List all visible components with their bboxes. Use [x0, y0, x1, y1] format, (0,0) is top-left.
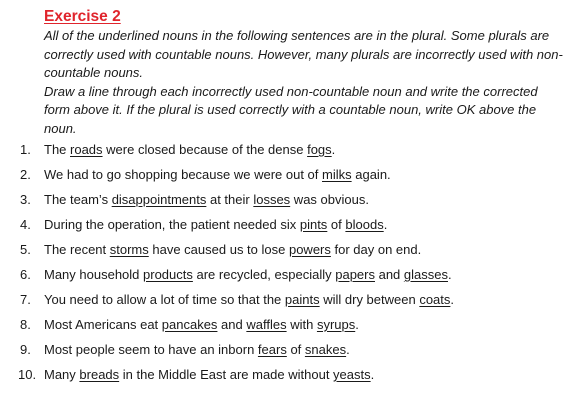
sentence-item [18, 342, 564, 367]
sentence-fragment: with [286, 316, 317, 332]
sentence-fragment: Many [44, 366, 80, 382]
sentence-fragment: for day on end. [330, 241, 422, 257]
sentence-fragment: have caused us to lose [148, 241, 289, 257]
sentence-fragment: again. [351, 166, 391, 182]
sentence-item [18, 142, 564, 167]
instructions-paragraph-2: Draw a line through each incorrectly used non-countable noun and write the corrected form above it. If the plural is used correctly with a countable noun, write OK above the noun. [44, 83, 538, 136]
instructions-paragraph-1: All of the underlined nouns in the following sentences are in the plural. Some plurals are correctly used with countable nouns. However, many plurals are incorrectly used with non-countable nouns. [44, 28, 563, 81]
underlined-noun: powers [288, 241, 331, 257]
underlined-noun: snakes [304, 341, 347, 357]
sentence-list [18, 142, 564, 392]
sentence-number: 2. [20, 166, 31, 182]
sentence-item [18, 267, 564, 292]
sentence-fragment: Many household [44, 266, 144, 282]
sentence-number: 6. [20, 266, 31, 282]
underlined-noun: losses [253, 191, 291, 207]
exercise-page [18, 6, 564, 392]
underlined-noun: paints [284, 291, 320, 307]
sentence-item [18, 317, 564, 342]
sentence-text [44, 317, 564, 333]
sentence-fragment: . [450, 291, 455, 307]
sentence-number: 1. [20, 141, 31, 157]
sentence-text [44, 342, 564, 358]
sentence-number: 8. [20, 316, 31, 332]
underlined-noun: breads [79, 366, 120, 382]
sentence-number: 3. [20, 191, 31, 207]
sentence-fragment: Most people seem to have an inborn [44, 341, 258, 357]
sentence-fragment: and [217, 316, 247, 332]
underlined-noun: syrups [316, 316, 356, 332]
sentence-text [44, 192, 564, 208]
sentence-text [44, 367, 564, 383]
sentence-fragment: was obvious. [290, 191, 369, 207]
sentence-number: 7. [20, 291, 31, 307]
sentence-fragment: of [327, 216, 346, 232]
sentence-fragment: are recycled, especially [192, 266, 336, 282]
underlined-noun: pints [299, 216, 328, 232]
sentence-number: 9. [20, 341, 31, 357]
underlined-noun: glasses [403, 266, 448, 282]
sentence-fragment: . [346, 341, 350, 357]
sentence-fragment: will dry between [319, 291, 420, 307]
sentence-item [18, 292, 564, 317]
sentence-fragment: . [383, 216, 388, 232]
sentence-item [18, 242, 564, 267]
underlined-noun: products [143, 266, 193, 282]
underlined-noun: fears [257, 341, 287, 357]
sentence-item [18, 167, 564, 192]
sentence-item [18, 367, 564, 392]
sentence-fragment: You need to allow a lot of time so that the [44, 291, 285, 307]
sentence-text [44, 242, 564, 258]
sentence-number: 5. [20, 241, 31, 257]
underlined-noun: disappointments [111, 191, 207, 207]
underlined-noun: yeasts [333, 366, 371, 382]
sentence-fragment: and [374, 266, 404, 282]
sentence-fragment: We had to go shopping because we were out of [44, 166, 323, 182]
underlined-noun: papers [335, 266, 375, 282]
exercise-title: Exercise 2 [44, 8, 121, 25]
sentence-fragment: The recent [44, 241, 110, 257]
sentence-fragment: . [331, 141, 336, 157]
sentence-text [44, 267, 564, 283]
sentence-fragment: During the operation, the patient needed six [44, 216, 300, 232]
underlined-noun: waffles [246, 316, 287, 332]
underlined-noun: pancakes [161, 316, 218, 332]
sentence-fragment: . [355, 316, 359, 332]
sentence-fragment: of [286, 341, 305, 357]
sentence-fragment: at their [206, 191, 254, 207]
underlined-noun: coats [419, 291, 451, 307]
sentence-fragment: The team’s [44, 191, 112, 207]
sentence-number: 10. [18, 366, 37, 382]
sentence-item [18, 217, 564, 242]
underlined-noun: milks [322, 166, 352, 182]
sentence-text [44, 217, 564, 233]
sentence-text [44, 292, 564, 308]
sentence-number: 4. [20, 216, 31, 232]
sentence-fragment: Most Americans eat [44, 316, 162, 332]
underlined-noun: fogs [307, 141, 332, 157]
sentence-text [44, 167, 564, 183]
underlined-noun: bloods [345, 216, 384, 232]
sentence-fragment: The [44, 141, 71, 157]
sentence-text [44, 142, 564, 158]
underlined-noun: storms [109, 241, 149, 257]
underlined-noun: roads [70, 141, 103, 157]
sentence-item [18, 192, 564, 217]
sentence-fragment: in the Middle East are made without [119, 366, 334, 382]
sentence-fragment: were closed because of the dense [102, 141, 308, 157]
sentence-fragment: . [447, 266, 452, 282]
sentence-fragment: . [370, 366, 375, 382]
